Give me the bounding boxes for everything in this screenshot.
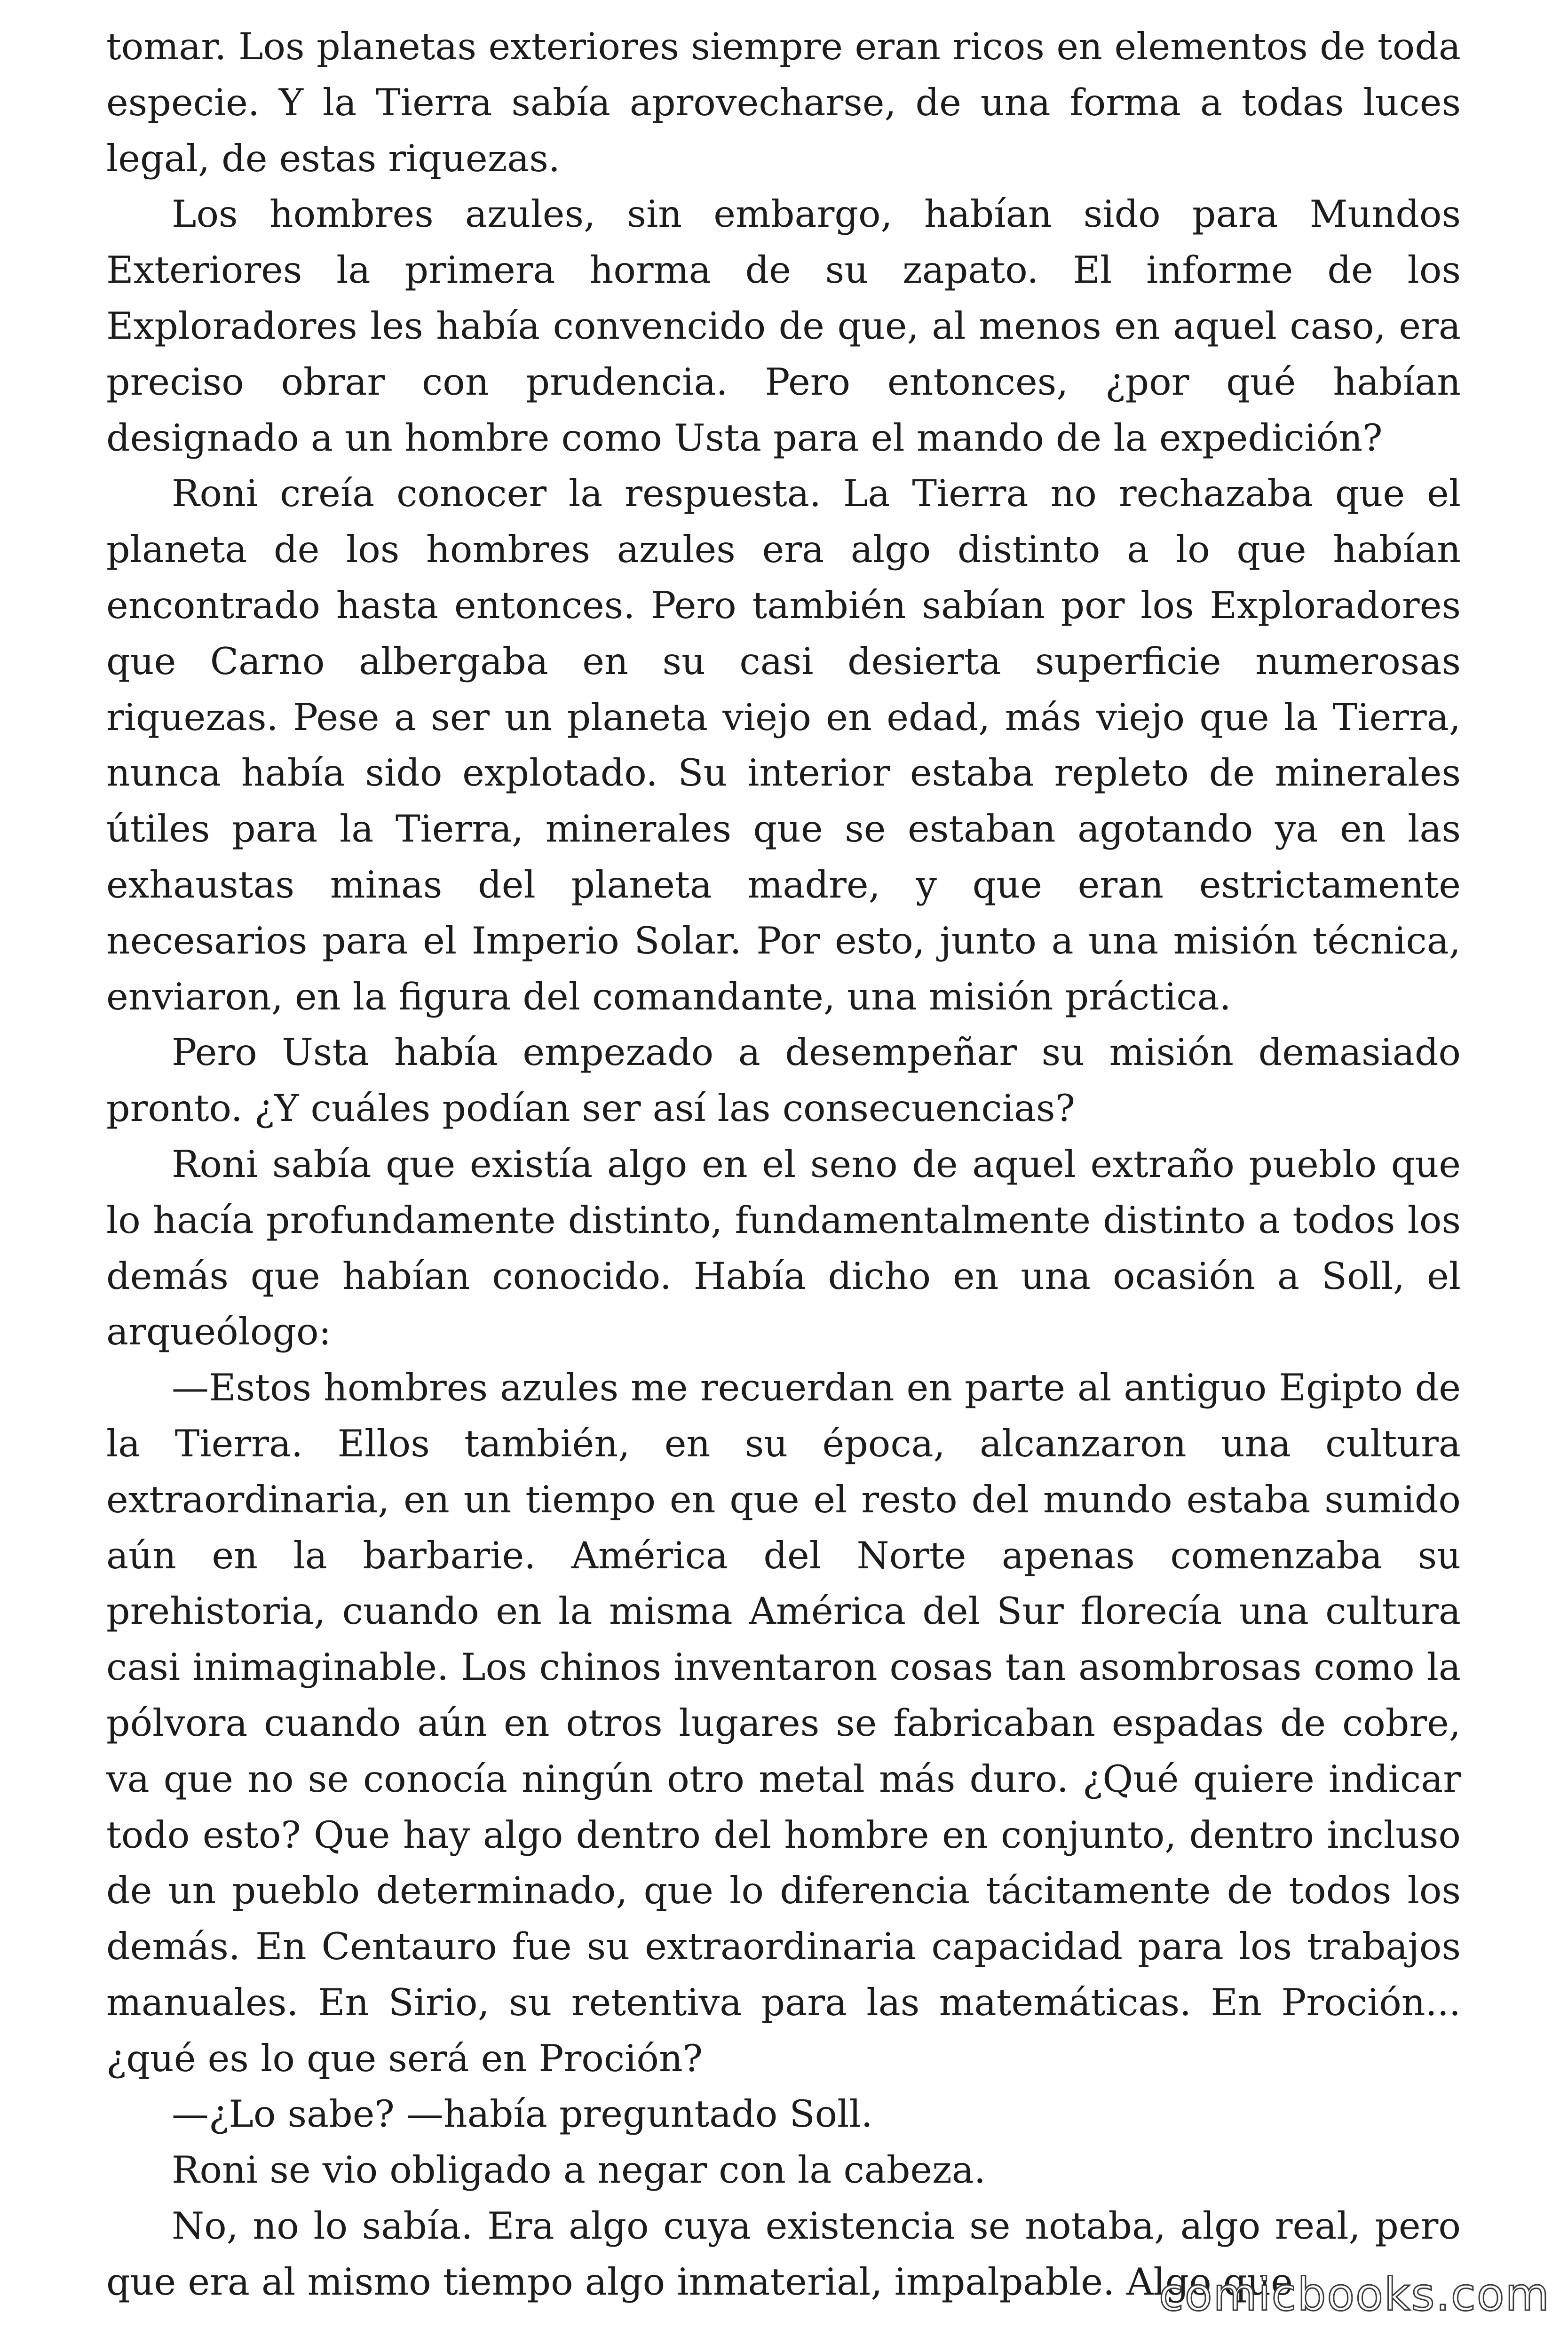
paragraph: Roni sabía que existía algo en el seno de aquel extraño pueblo que lo hacía profundamente distinto, fundamentalmente distinto a todos los demás que habían conocido. Había dicho en una ocasión a Soll, el arqueólogo: bbox=[106, 1142, 1461, 1354]
paragraph: tomar. Los planetas exteriores siempre eran ricos en elementos de toda especie. Y la Tierra sabía aprovecharse, de una forma a todas luces legal, de estas riquezas. bbox=[106, 25, 1461, 180]
paragraph: —¿Lo sabe? —había preguntado Soll. bbox=[172, 2092, 873, 2136]
paragraph: Los hombres azules, sin embargo, habían sido para Mundos Exteriores la primera horma de su zapato. El informe de los Exploradores les había convencido de que, al menos en aquel caso, era preciso obrar con prudencia. Pero entonces, ¿por qué habían designado a un hombre como Usta para el mando de la expedición? bbox=[106, 192, 1461, 460]
paragraph: No, no lo sabía. Era algo cuya existencia se notaba, algo real, pero que era al mismo tiempo algo inmaterial, impalpable. Algo que bbox=[106, 2204, 1461, 2304]
paragraph: —Estos hombres azules me recuerdan en parte al antiguo Egipto de la Tierra. Ellos también, en su época, alcanzaron una cultura extraordinaria, en un tiempo en que el resto del mundo estaba sumido aún en la barbarie. América del Norte apenas comenzaba su prehistoria, cuando en la misma América del Sur florecía una cultura casi inimaginable. Los chinos inventaron cosas tan asombrosas como la pólvora cuando aún en otros lugares se fabricaban espadas de cobre, va que no se conocía ningún otro metal más duro. ¿Qué quiere indicar todo esto? Que hay algo dentro del hombre en conjunto, dentro incluso de un pueblo determinado, que lo diferencia tácitamente de todos los demás. En Centauro fue su extraordinaria capacidad para los trabajos manuales. En Sirio, su retentiva para las matemáticas. En Proción... ¿qué es lo que será en Proción? bbox=[106, 1366, 1461, 2080]
watermark: comicbooks.com bbox=[1158, 2268, 1550, 2321]
paragraph: Pero Usta había empezado a desempeñar su misión demasiado pronto. ¿Y cuáles podían ser así las consecuencias? bbox=[106, 1031, 1461, 1130]
paragraph: Roni creía conocer la respuesta. La Tierra no rechazaba que el planeta de los hombres azules era algo distinto a lo que habían encontrado hasta entonces. Pero también sabían por los Exploradores que Carno albergaba en su casi desierta superficie numerosas riquezas. Pese a ser un planeta viejo en edad, más viejo que la Tierra, nunca había sido explotado. Su interior estaba repleto de minerales útiles para la Tierra, minerales que se estaban agotando ya en las exhaustas minas del planeta madre, y que eran estrictamente necesarios para el Imperio Solar. Por esto, junto a una misión técnica, enviaron, en la figura del comandante, una misión práctica. bbox=[106, 472, 1461, 1018]
paragraph: Roni se vio obligado a negar con la cabeza. bbox=[172, 2148, 986, 2192]
book-page bbox=[106, 19, 1461, 2310]
